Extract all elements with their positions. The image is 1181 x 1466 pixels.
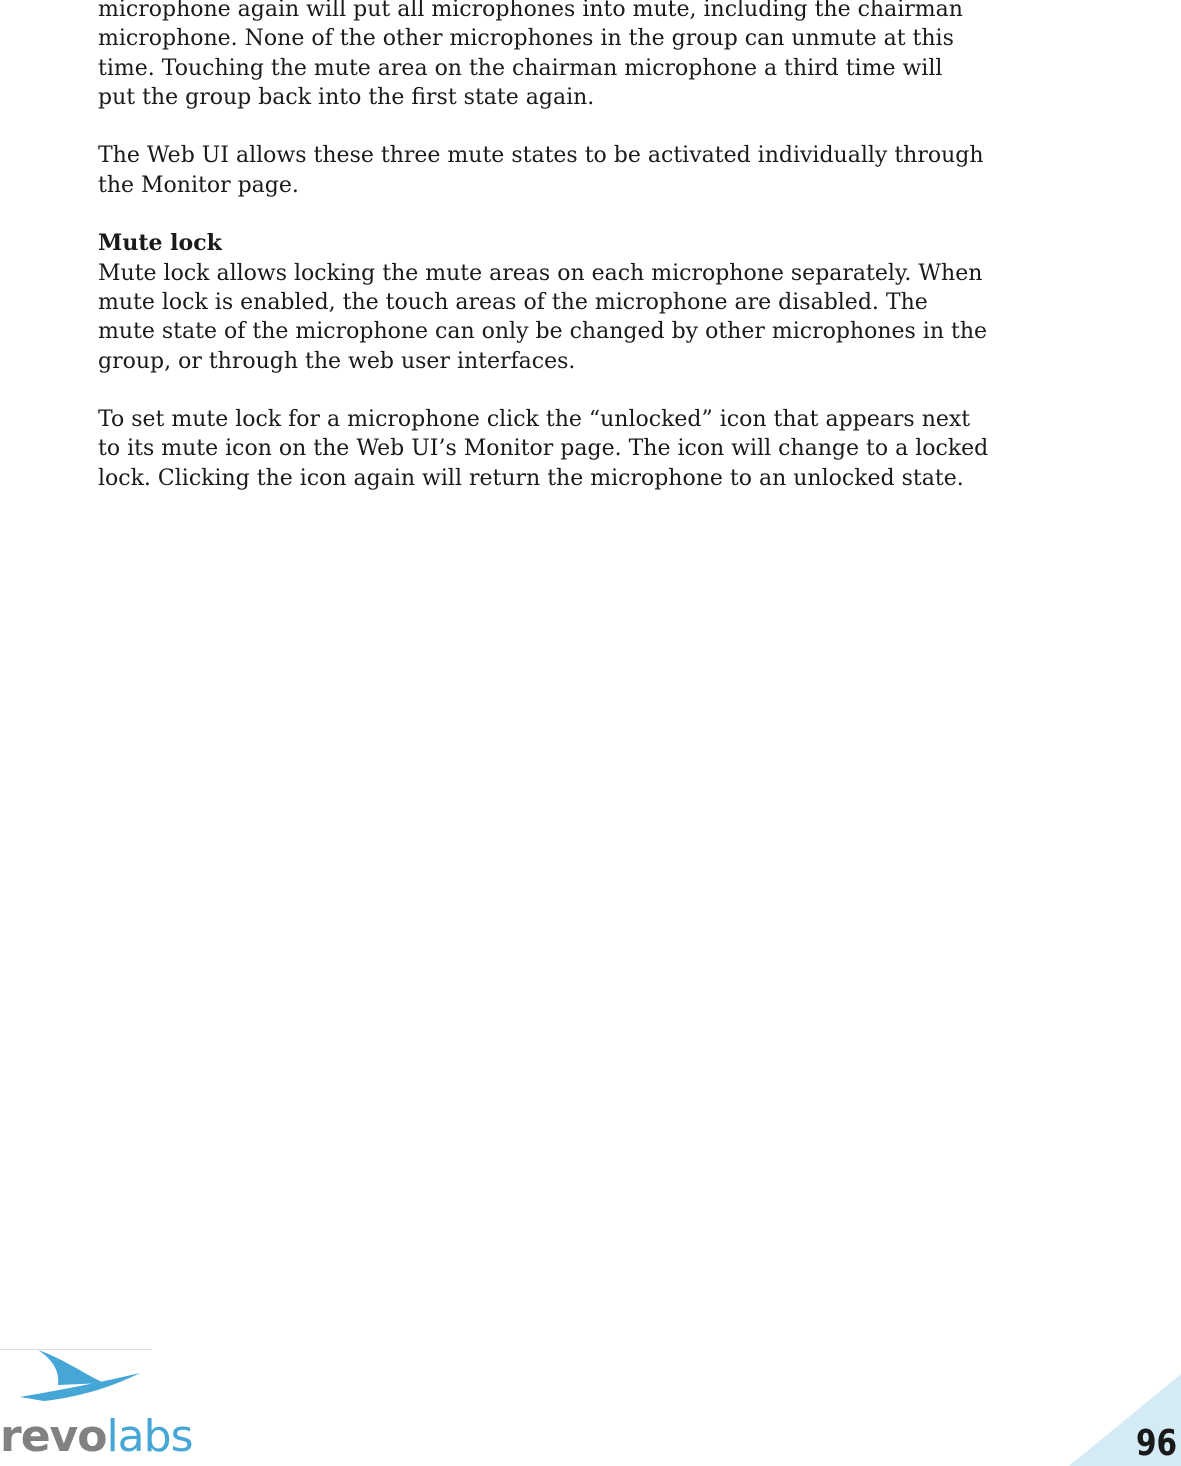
page-body: [98, 0, 1088, 522]
paragraph-mute-lock: Mute lock allows locking the mute areas on each microphone separately. When mute lock is enabled, the touch areas of the microphone are disabled. The mute state of the microphone can only be changed by other microphones in the group, or through the web user interfaces.: [98, 260, 988, 374]
logo-revo: revo: [0, 1411, 107, 1462]
page-number: 96: [1135, 1423, 1177, 1464]
mute-lock-heading: Mute lock: [98, 230, 222, 257]
logo-labs: labs: [106, 1411, 193, 1462]
revolabs-wordmark: [0, 1409, 193, 1465]
paragraph-set-mute-lock: To set mute lock for a microphone click the “unlocked” icon that appears next to its mute icon on the Web UI’s Monitor page. The icon will change to a locked lock. Clicking the icon again will return the microphone to an unlocked state.: [98, 407, 989, 491]
section-mute-lock: [98, 229, 1088, 375]
paragraph-mute-states: microphone again will put all microphones into mute, including the chairman microphone. None of the other microphones in the group can unmute at this time. Touching the mute area on the chairman microphone a third time will put the group back into the first state again.: [98, 0, 963, 110]
paragraph-web-ui-monitor: The Web UI allows these three mute states to be activated individually through the Monitor page.: [98, 143, 984, 198]
